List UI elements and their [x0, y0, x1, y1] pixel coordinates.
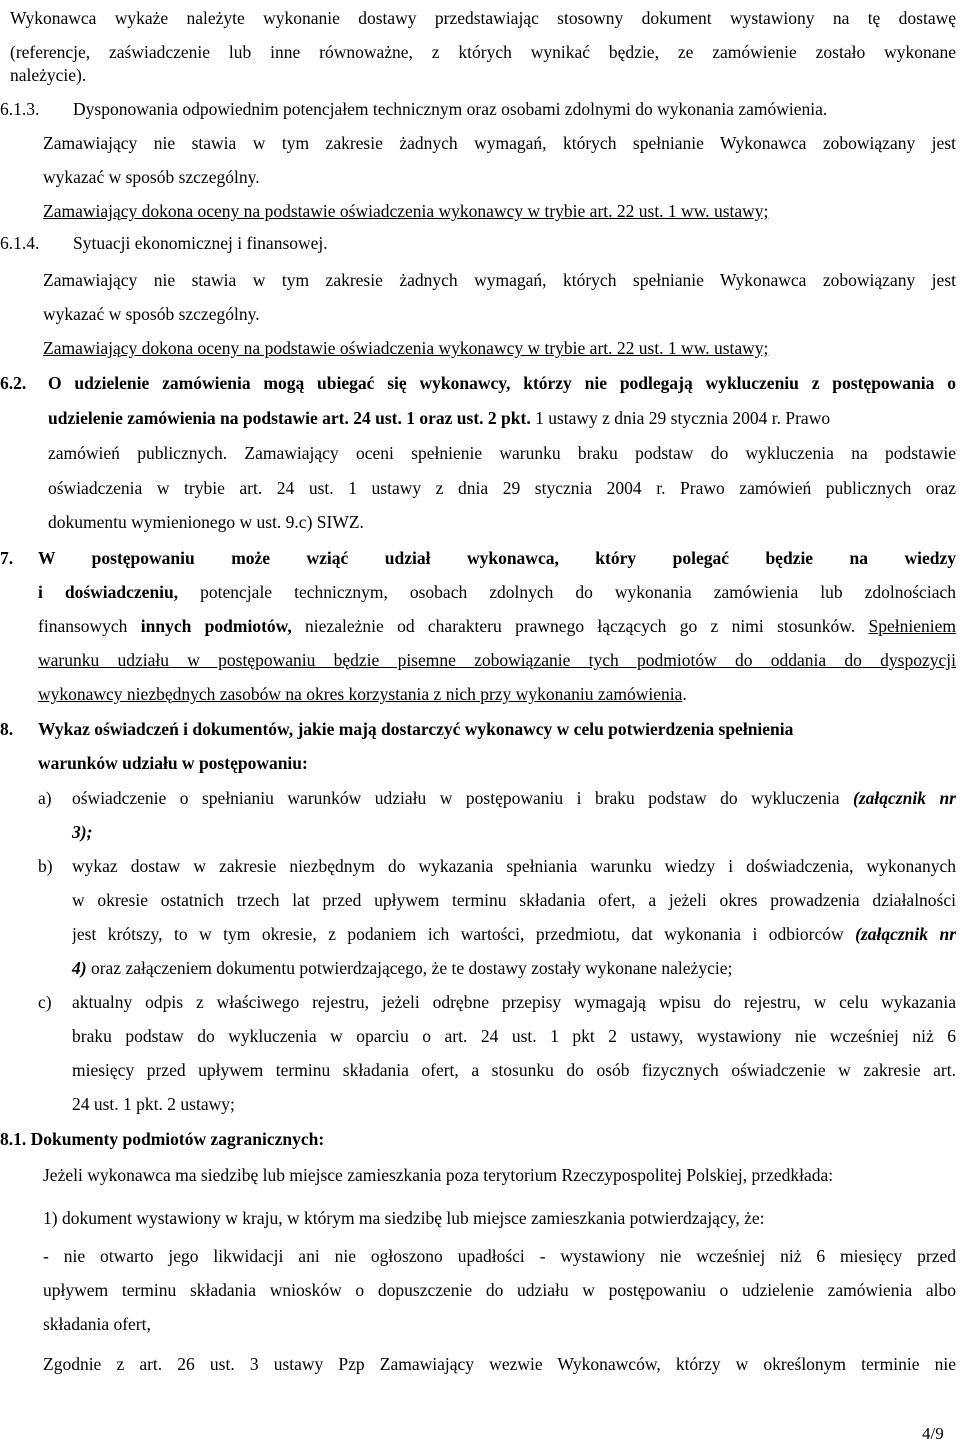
- s614-paragraph-line-1: Zamawiający nie stawia w tym zakresie żadnych wymagań, których spełnianie Wykonawca zobowiązany jest: [43, 270, 956, 290]
- section-title: Sytuacji ekonomicznej i finansowej.: [73, 233, 328, 253]
- page-number: 4/9: [922, 1424, 944, 1443]
- item-c-line-3: miesięcy przed upływem terminu składania ofert, a stosunku do osób fizycznych oświadczenie w zakresie art.: [72, 1060, 956, 1080]
- s7-line-2-rest: potencjale technicznym, osobach zdolnych do wykonania zamówienia lub zdolnościach: [178, 582, 956, 602]
- s7-line-2-bold: i doświadczeniu,: [38, 582, 179, 602]
- s81-line-1: Jeżeli wykonawca ma siedzibę lub miejsce zamieszkania poza terytorium Rzeczypospolitej Polskiej, przedkłada:: [43, 1165, 834, 1185]
- s62-line-5: dokumentu wymienionego w ust. 9.c) SIWZ.: [48, 512, 364, 532]
- s7-line-1: W postępowaniu może wziąć udział wykonawca, który polegać będzie na wiedzy: [38, 548, 956, 568]
- intro-line-3: należycie).: [10, 65, 87, 85]
- item-b-line-4-text: oraz załączeniem dokumentu potwierdzającego, że te dostawy zostały wykonane należycie;: [86, 958, 733, 978]
- s81-line-6: Zgodnie z art. 26 ust. 3 ustawy Pzp Zamawiający wezwie Wykonawców, którzy w określonym terminie nie: [43, 1354, 956, 1374]
- s7-line-5: [38, 682, 687, 706]
- s7-line-5-underlined: wykonawcy niezbędnych zasobów na okres korzystania z nich przy wykonaniu zamówienia: [38, 684, 683, 704]
- item-c-line-2: braku podstaw do wykluczenia w oparciu o art. 24 ust. 1 pkt 2 ustawy, wystawiony nie wcześniej niż 6: [72, 1026, 956, 1046]
- s62-line-2-bold: udzielenie zamówienia na podstawie art. 24 ust. 1 oraz ust. 2 pkt.: [48, 408, 531, 428]
- item-b-line-2: w okresie ostatnich trzech lat przed upływem terminu składania ofert, a jeżeli okres prowadzenia działalności: [72, 890, 956, 910]
- s613-assessment-note: Zamawiający dokona oceny na podstawie oświadczenia wykonawcy w trybie art. 22 ust. 1 ww. ustawy;: [43, 201, 769, 221]
- section-6-1-4: [0, 231, 960, 255]
- s81-line-4: upływem terminu składania wniosków o dopuszczenie do udziału w postępowaniu o udzielenie zamówienia albo: [43, 1280, 956, 1300]
- item-b-annex-num: 4): [72, 958, 87, 978]
- section-6-2-number: 6.2.: [0, 373, 27, 393]
- s81-line-3: - nie otwarto jego likwidacji ani nie ogłoszono upadłości - wystawiony nie wcześniej niż 6 miesięcy przed: [43, 1246, 956, 1266]
- item-c-line-4: 24 ust. 1 pkt. 2 ustawy;: [72, 1094, 235, 1114]
- item-b-annex: (załącznik nr: [855, 924, 956, 944]
- s8-heading-line-2: warunków udziału w postępowaniu:: [38, 753, 308, 773]
- item-a-annex: (załącznik nr: [853, 788, 956, 808]
- item-b-line-1: wykaz dostaw w zakresie niezbędnym do wykazania spełniania warunku wiedzy i doświadczenia, wykonanych: [72, 856, 956, 876]
- s62-line-1: O udzielenie zamówienia mogą ubiegać się wykonawcy, którzy nie podlegają wykluczeniu z postępowania o: [48, 373, 956, 393]
- intro-line-2: (referencje, zaświadczenie lub inne równoważne, z których wynikać będzie, ze zamówienie zostało wykonane: [10, 42, 956, 62]
- section-8-1-heading: 8.1. Dokumenty podmiotów zagranicznych:: [0, 1129, 325, 1149]
- s7-line-3-b: niezależnie od charakteru prawnego łączących go z nimi stosunków.: [291, 616, 869, 636]
- item-a-line-2: 3);: [72, 822, 93, 842]
- s7-line-3: [38, 614, 956, 638]
- item-a-text: oświadczenie o spełnianiu warunków udziału w postępowaniu i braku podstaw do wykluczenia: [72, 788, 854, 808]
- s62-line-2: [48, 406, 830, 430]
- s614-paragraph-line-2: wykazać w sposób szczególny.: [43, 304, 260, 324]
- s62-line-3: zamówień publicznych. Zamawiający oceni spełnienie warunku braku podstaw do wykluczenia na podstawie: [48, 443, 956, 463]
- s613-paragraph-line-2: wykazać w sposób szczególny.: [43, 167, 260, 187]
- s7-line-5-end: .: [682, 684, 687, 704]
- item-c-line-1: aktualny odpis z właściwego rejestru, jeżeli odrębne przepisy wymagają wpisu do rejestru, w celu wykazania: [72, 992, 956, 1012]
- s614-assessment-note: Zamawiający dokona oceny na podstawie oświadczenia wykonawcy w trybie art. 22 ust. 1 ww. ustawy;: [43, 338, 769, 358]
- s81-line-2: 1) dokument wystawiony w kraju, w którym ma siedzibę lub miejsce zamieszkania potwierdzający, że:: [43, 1208, 765, 1228]
- s613-paragraph-line-1: Zamawiający nie stawia w tym zakresie żadnych wymagań, których spełnianie Wykonawca zobowiązany jest: [43, 133, 956, 153]
- s8-heading-line-1: Wykaz oświadczeń i dokumentów, jakie mają dostarczyć wykonawcy w celu potwierdzenia spełnienia: [38, 719, 794, 739]
- s62-line-4: oświadczenia w trybie art. 24 ust. 1 ustawy z dnia 29 stycznia 2004 r. Prawo zamówień publicznych oraz: [48, 478, 956, 498]
- section-title: Dysponowania odpowiednim potencjałem technicznym oraz osobami zdolnymi do wykonania zamówienia.: [73, 99, 828, 119]
- intro-line-1: Wykonawca wykaże należyte wykonanie dostawy przedstawiając stosowny dokument wystawiony na tę dostawę: [10, 8, 956, 28]
- s7-line-3-bold: innych podmiotów,: [140, 616, 292, 636]
- s7-line-4: warunku udziału w postępowaniu będzie pisemne zobowiązanie tych podmiotów do oddania do dyspozycji: [38, 650, 956, 670]
- item-b-line-3: [72, 922, 956, 946]
- item-b-line-4: [72, 956, 732, 980]
- section-7-number: 7.: [0, 548, 14, 568]
- item-a-label: a): [38, 788, 52, 808]
- s7-line-2: [38, 580, 956, 604]
- item-b-text: jest krótszy, to w tym okresie, z podaniem ich wartości, przedmiotu, dat wykonania i odbiorców: [72, 924, 856, 944]
- section-8-number: 8.: [0, 719, 14, 739]
- s7-line-3-underlined: Spełnieniem: [868, 616, 956, 636]
- section-6-1-3: [0, 97, 960, 121]
- item-c-label: c): [38, 992, 52, 1012]
- s7-line-3-a: finansowych: [38, 616, 141, 636]
- section-number: 6.1.4.: [0, 233, 40, 253]
- section-number: 6.1.3.: [0, 99, 40, 119]
- s81-line-5: składania ofert,: [43, 1314, 151, 1334]
- item-a-line-1: [72, 786, 956, 810]
- s62-line-2-rest: 1 ustawy z dnia 29 stycznia 2004 r. Prawo: [530, 408, 831, 428]
- item-b-label: b): [38, 856, 53, 876]
